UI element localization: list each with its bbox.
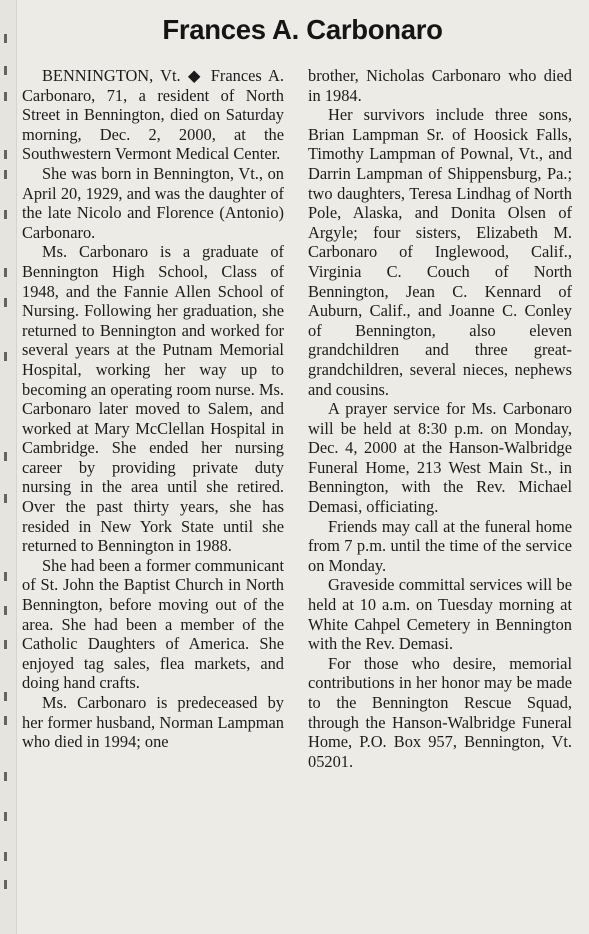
left-column: [22, 66, 284, 752]
paragraph-survivors: Her survivors include three sons, Brian Lampman Sr. of Hoosick Falls, Timothy Lampman of Pownal, Vt., and Darrin Lampman of Shippensburg, Pa.; two daughters, Teresa Lindhag of North Pole, Alaska, and Donita Olsen of Argyle; four sisters, Elizabeth M. Carbonaro of Inglewood, Calif., Virginia C. Couch of North Bennington, Jean C. Kennard of Auburn, Calif., and Joanne C. Conley of Bennington, also eleven grandchildren and three great-grandchildren, several nieces, nephews and cousins.: [308, 105, 572, 399]
paragraph-memorial: For those who desire, memorial contributions in her honor may be made to the Bennington Rescue Squad, through the Hanson-Walbridge Funeral Home, P.O. Box 957, Bennington, Vt. 05201.: [308, 653, 572, 771]
paragraph-church: She had been a former communicant of St. John the Baptist Church in North Bennington, before moving out of the area. She had been a member of the Catholic Daughters of America. She enjoyed tag sales, flea markets, and doing hand crafts.: [22, 555, 284, 693]
paragraph-prayer-service: A prayer service for Ms. Carbonaro will be held at 8:30 p.m. on Monday, Dec. 4, 2000 at the Hanson-Walbridge Funeral Home, 213 West Main St., in Bennington, with the Rev. Michael Demasi, officiating.: [308, 399, 572, 517]
paragraph-dateline: BENNINGTON, Vt. ◆ Frances A. Carbonaro, 71, a resident of North Street in Bennington, died on Saturday morning, Dec. 2, 2000, at the Southwestern Vermont Medical Center.: [22, 66, 284, 164]
paragraph-graveside: Graveside committal services will be held at 10 a.m. on Tuesday morning at White Cahpel Cemetery in Bennington with the Rev. Demasi.: [308, 575, 572, 654]
paragraph-continued: brother, Nicholas Carbonaro who died in 1984.: [308, 66, 572, 105]
paragraph-predeceased: Ms. Carbonaro is predeceased by her former husband, Norman Lampman who died in 1994; one: [22, 693, 284, 752]
left-page-margin: [0, 0, 17, 934]
paragraph-career: Ms. Carbonaro is a graduate of Bennington High School, Class of 1948, and the Fannie Allen School of Nursing. Following her graduation, she returned to Bennington and worked for several years at the Putnam Memorial Hospital, working her way up to becoming an operating room nurse. Ms. Carbonaro later moved to Salem, and worked at Mary McClellan Hospital in Cambridge. She ended her nursing career by providing private duty nursing in the area until she retired. Over the past thirty years, she has resided in New York State until she returned to Bennington in 1988.: [22, 242, 284, 556]
paragraph-birth: She was born in Bennington, Vt., on April 20, 1929, and was the daughter of the late Nicolo and Florence (Antonio) Carbonaro.: [22, 163, 284, 242]
paragraph-calling-hours: Friends may call at the funeral home from 7 p.m. until the time of the service on Monday.: [308, 516, 572, 575]
obituary-title: Frances A. Carbonaro: [162, 14, 443, 45]
right-column: [308, 66, 572, 771]
